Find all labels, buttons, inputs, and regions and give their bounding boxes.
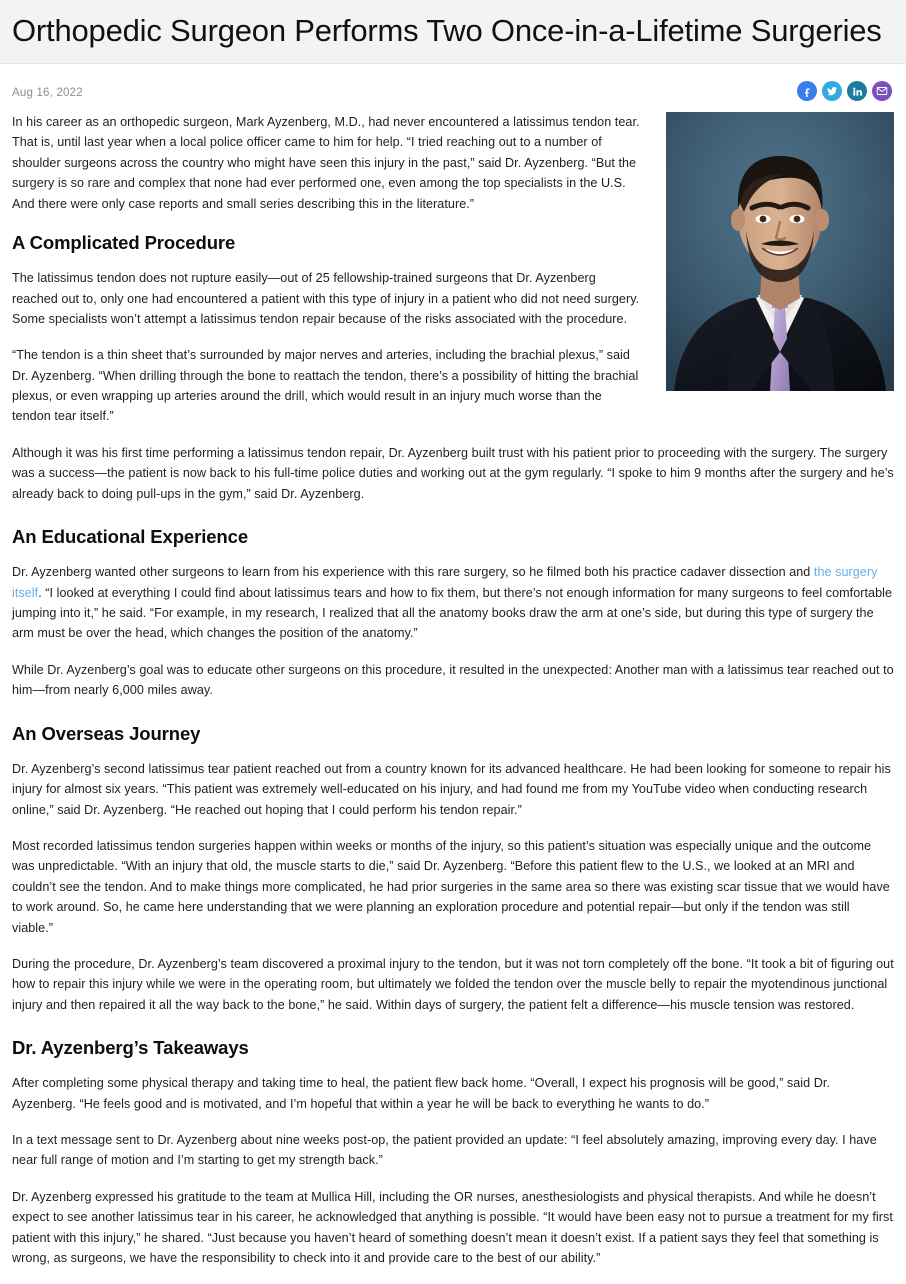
paragraph-with-link — [12, 562, 894, 644]
paragraph-text-after: . “I looked at everything I could find about latissimus tears and how to fix them, but there’s not enough information for many surgeons to feel comfortable jumping into it,” he said. “For example, in my research, I realized that all the anatomy books draw the arm at one’s side, but during this type of surgery the arm must be over the head, which changes the position of the anatomy.” — [12, 585, 893, 641]
linkedin-share-icon[interactable] — [847, 81, 867, 101]
publish-date: Aug 16, 2022 — [12, 87, 83, 99]
hero-figure — [666, 112, 894, 391]
paragraph: Dr. Ayzenberg expressed his gratitude to the team at Mullica Hill, including the OR nurses, anesthesiologists and physical therapists. And while he doesn’t expect to see another latissimus tear in his career, he acknowledged that anything is possible. “It would have been easy not to pursue a treatment for my first patient with this injury,” he shared. “Just because you haven’t heard of something doesn’t mean it doesn’t exist. If a patient says they feel that something is wrong, as surgeons, we have the responsibility to check into it and provide care to the best of our ability.” — [12, 1189, 893, 1265]
paragraph: In a text message sent to Dr. Ayzenberg about nine weeks post-op, the patient provided an update: “I feel absolutely amazing, improving every day. I have near full range of motion and I’m starting to get my strength back.” — [12, 1133, 877, 1168]
email-share-icon[interactable] — [872, 81, 892, 101]
paragraph: Most recorded latissimus tendon surgeries happen within weeks or months of the injury, so this patient’s situation was especially unique and the outcome was unpredictable. “With an injury that old, the muscle starts to die,” said Dr. Ayzenberg. “Before this patient flew to the U.S., we looked at an MRI and couldn’t see the tendon. And to make things more complicated, he had prior surgeries in the same area so there was existing scar tissue that we would have to work around. So, he came here understanding that we were planning an exploration procedure and potential repair—but only if the tendon was still viable.” — [12, 838, 890, 935]
page-header — [0, 0, 906, 64]
heading-a-complicated-procedure: A Complicated Procedure — [12, 231, 236, 253]
paragraph: Dr. Ayzenberg’s second latissimus tear patient reached out from a country known for its advanced healthcare. He had been looking for someone to repair his injury for almost six years. “This patient was extremely well-educated on his injury, and had found me from my YouTube video when conducting research online,” said Dr. Ayzenberg. “He reached out hoping that I could perform his tendon repair.” — [12, 761, 891, 817]
paragraph: After completing some physical therapy and taking time to heal, the patient flew back home. “Overall, I expect his prognosis will be good,” said Dr. Ayzenberg. “He feels good and is motivated, and I’m hopeful that within a year he will be back to everything he wants to do.” — [12, 1076, 831, 1111]
facebook-share-icon[interactable] — [797, 81, 817, 101]
article-body — [0, 112, 906, 1284]
article-meta-row — [0, 64, 906, 112]
surgery-video-link[interactable]: the surgery itself — [12, 565, 878, 600]
paragraph: Although it was his first time performing a latissimus tendon repair, Dr. Ayzenberg built trust with his patient prior to proceeding with the surgery. The surgery was a success—the patient is now back to his full-time police duties and working out at the gym regularly. “I spoke to him 9 months after the surgery and he’s already back to doing pull-ups in the gym,” said Dr. Ayzenberg. — [12, 445, 894, 501]
heading-an-overseas-journey: An Overseas Journey — [12, 722, 201, 744]
twitter-share-icon[interactable] — [822, 81, 842, 101]
page-title: Orthopedic Surgeon Performs Two Once-in-a-Lifetime Surgeries — [12, 13, 882, 49]
intro-paragraph: In his career as an orthopedic surgeon, Mark Ayzenberg, M.D., had never encountered a latissimus tendon tear. That is, until last year when a local police officer came to him for help. “I tried reaching out to a number of shoulder surgeons across the country who might have seen this injury in the past,” said Dr. Ayzenberg. “But the surgery is so rare and complex that none had ever performed one, even among the top specialists in the U.S. And there were only case reports and small series describing this in the literature.” — [12, 115, 640, 211]
share-buttons — [797, 75, 894, 101]
heading-an-educational-experience: An Educational Experience — [12, 526, 249, 548]
paragraph-text-before: Dr. Ayzenberg wanted other surgeons to learn from his experience with this rare surgery, so he filmed both his practice cadaver dissection and — [12, 565, 814, 580]
paragraph: While Dr. Ayzenberg’s goal was to educate other surgeons on this procedure, it resulted in the unexpected: Another man with a latissimus tear reached out to him—from nearly 6,000 miles away. — [12, 662, 894, 698]
paragraph: During the procedure, Dr. Ayzenberg’s team discovered a proximal injury to the tendon, but it was not torn completely off the bone. “It took a bit of figuring out how to repair this injury while we were in the operating room, but ultimately we folded the tendon over the muscle belly to repair the myotendinous junctional injury and then repaired it all the way back to the bone,” he said. Within days of surgery, the patient felt a difference—his muscle tension was restored. — [12, 956, 894, 1012]
surgeon-portrait-photo — [666, 112, 894, 391]
heading-dr-ayzenberg-takeaways: Dr. Ayzenberg’s Takeaways — [12, 1037, 249, 1059]
paragraph: “The tendon is a thin sheet that’s surrounded by major nerves and arteries, including the brachial plexus,” said Dr. Ayzenberg. “When drilling through the bone to reattach the tendon, there’s a possibility of hitting the brachial plexus, or even wrapping up arteries around the drill, which would result in an injury much worse than the tendon tear itself.” — [12, 348, 639, 424]
paragraph: The latissimus tendon does not rupture easily—out of 25 fellowship-trained surgeons that Dr. Ayzenberg reached out to, only one had encountered a patient with this type of injury in a patient who did not need surgery. Some specialists won’t attempt a latissimus tendon repair because of the risks associated with the procedure. — [12, 271, 640, 326]
